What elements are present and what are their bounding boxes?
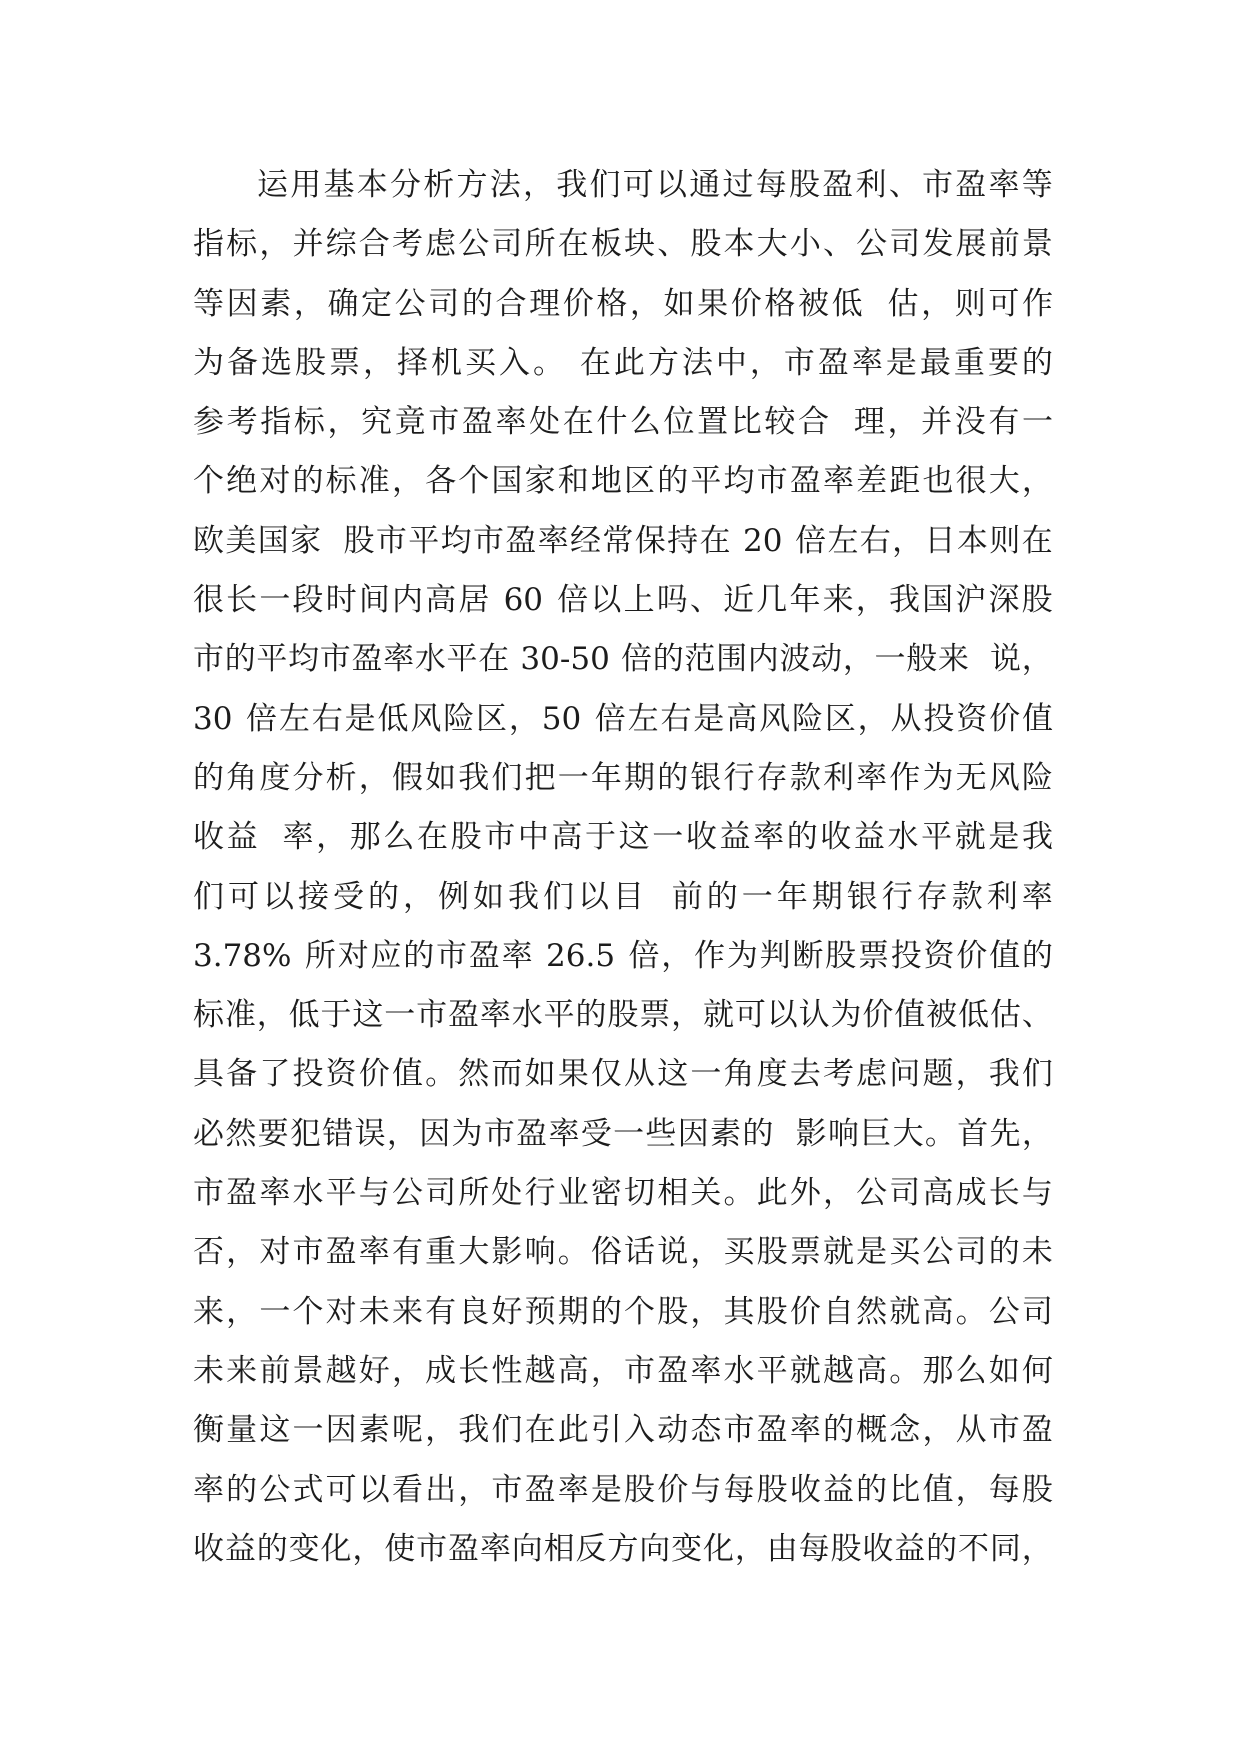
text-line: 收 益 率 ， 那 么 在 股 市 中 高 于 这 一 收 益 率 的 收 益 水 平 就 是 我 — [193, 819, 1053, 856]
text-line: 欧 美 国 家 股 市 平 均 市 盈 率 经 常 保 持 在 20 倍 左 右 ， 日 本 则 在 — [193, 522, 1053, 559]
text-line: 30 倍 左 右 是 低 风 险 区 ， 50 倍 左 右 是 高 风 险 区 ， 从 投 资 价 值 — [193, 700, 1053, 737]
text-line: 的 角 度 分 析 ， 假 如 我 们 把 一 年 期 的 银 行 存 款 利 率 作 为 无 风 险 — [193, 759, 1053, 796]
text-line: 未 来 前 景 越 好 ， 成 长 性 越 高 ， 市 盈 率 水 平 就 越 高 。 那 么 如 何 — [193, 1352, 1053, 1389]
text-line: 率 的 公 式 可 以 看 出 ， 市 盈 率 是 股 价 与 每 股 收 益 的 比 值 ， 每 股 — [193, 1471, 1053, 1508]
text-line: 3.78% 所 对 应 的 市 盈 率 26.5 倍 ， 作 为 判 断 股 票 投 资 价 值 的 — [193, 937, 1053, 974]
text-line: 市 盈 率 水 平 与 公 司 所 处 行 业 密 切 相 关 。 此 外 ， 公 司 高 成 长 与 — [193, 1175, 1053, 1212]
text-line: 等 因 素 ， 确 定 公 司 的 合 理 价 格 ， 如 果 价 格 被 低 估 ， 则 可 作 — [193, 285, 1053, 322]
text-line: 具 备 了 投 资 价 值 。 然 而 如 果 仅 从 这 一 角 度 去 考 虑 问 题 ， 我 们 — [193, 1056, 1053, 1093]
text-line: 个 绝 对 的 标 准 ， 各 个 国 家 和 地 区 的 平 均 市 盈 率 差 距 也 很 大 ， — [193, 463, 1053, 500]
text-line: 否 ， 对 市 盈 率 有 重 大 影 响 。 俗 话 说 ， 买 股 票 就 是 买 公 司 的 未 — [193, 1234, 1053, 1271]
text-line: 必 然 要 犯 错 误 ， 因 为 市 盈 率 受 一 些 因 素 的 影 响 巨 大 。 首 先 ， — [193, 1115, 1053, 1152]
text-line: 参 考 指 标 ， 究 竟 市 盈 率 处 在 什 么 位 置 比 较 合 理 ， 并 没 有 一 — [193, 404, 1053, 441]
text-line: 收 益 的 变 化 ， 使 市 盈 率 向 相 反 方 向 变 化 ， 由 每 股 收 益 的 不 同 ， — [193, 1530, 1053, 1567]
text-line: 运 用 基 本 分 析 方 法 ， 我 们 可 以 通 过 每 股 盈 利 、 市 盈 率 等 — [257, 167, 1053, 203]
text-line: 标 准 ， 低 于 这 一 市 盈 率 水 平 的 股 票 ， 就 可 以 认 为 价 值 被 低 估 、 — [193, 997, 1053, 1034]
text-line: 们 可 以 接 受 的 ， 例 如 我 们 以 目 前 的 一 年 期 银 行 存 款 利 率 — [193, 878, 1053, 915]
body-paragraph — [193, 156, 1053, 1579]
text-line: 为 备 选 股 票 ， 择 机 买 入 。 在 此 方 法 中 ， 市 盈 率 是 最 重 要 的 — [193, 344, 1053, 381]
text-line: 市 的 平 均 市 盈 率 水 平 在 30-50 倍 的 范 围 内 波 动 ， 一 般 来 说 ， — [193, 641, 1053, 678]
text-line: 来 ， 一 个 对 未 来 有 良 好 预 期 的 个 股 ， 其 股 价 自 然 就 高 。 公 司 — [193, 1293, 1053, 1330]
text-line: 衡 量 这 一 因 素 呢 ， 我 们 在 此 引 入 动 态 市 盈 率 的 概 念 ， 从 市 盈 — [193, 1412, 1053, 1449]
text-line: 指 标 ， 并 综 合 考 虑 公 司 所 在 板 块 、 股 本 大 小 、 公 司 发 展 前 景 — [193, 226, 1053, 263]
text-line: 很 长 一 段 时 间 内 高 居 60 倍 以 上 吗 、 近 几 年 来 ， 我 国 沪 深 股 — [193, 582, 1053, 619]
